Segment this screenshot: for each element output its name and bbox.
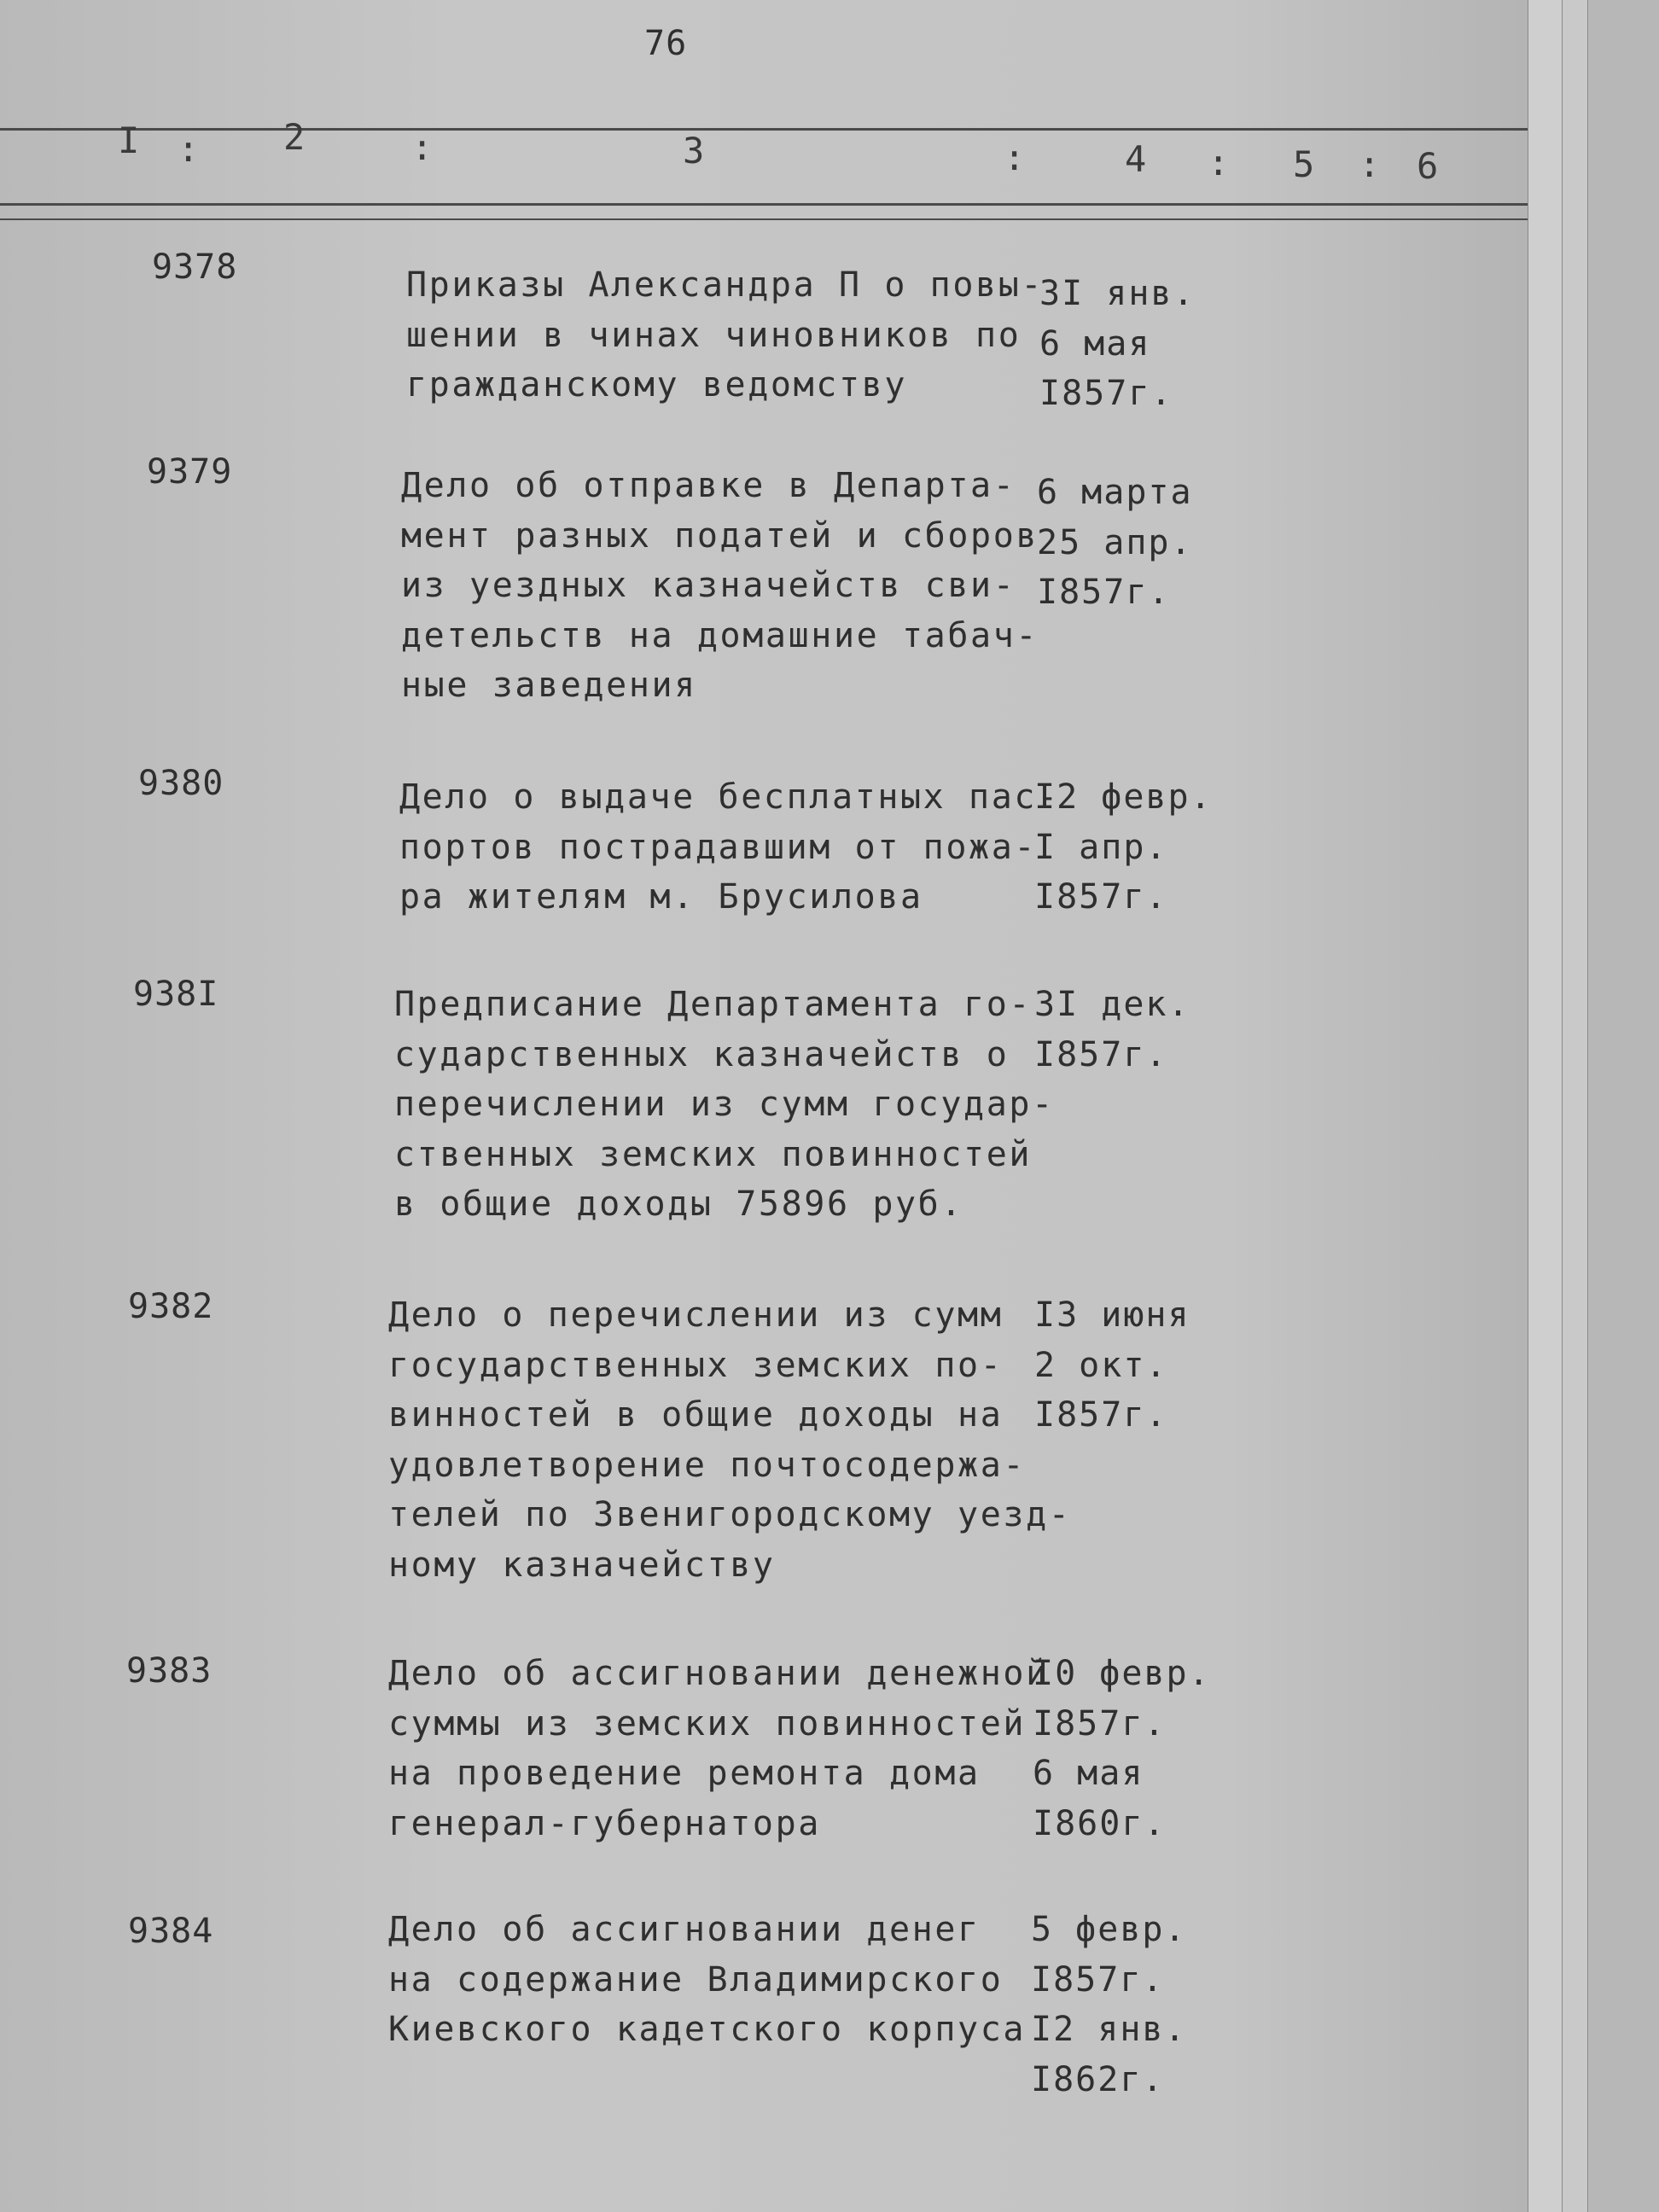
column-number: 5	[1293, 143, 1315, 185]
record-date-line: I апр.	[1034, 827, 1168, 867]
record-date-line: I0 февр.	[1033, 1654, 1211, 1693]
record-dates	[1033, 1649, 1211, 1848]
record-title-line: ные заведения	[401, 666, 697, 705]
record-title-line: детельств на домашние табач-	[401, 615, 1039, 655]
record-dates	[1034, 772, 1213, 923]
record-title	[394, 980, 1055, 1230]
page-edge	[1562, 0, 1588, 2212]
record-dates	[1034, 1290, 1190, 1441]
column-number: I	[118, 119, 140, 161]
record-title-line: ра жителям м. Брусилова	[399, 877, 923, 917]
record-title-line: Дело о перечислении из сумм	[388, 1295, 1004, 1335]
page-edge	[1587, 0, 1659, 2212]
record-number: 9380	[138, 764, 224, 803]
record-date-line: I2 февр.	[1034, 777, 1213, 817]
record-title-line: суммы из земских повинностей	[388, 1703, 1027, 1743]
record-title-line: удовлетворение почтосодержа-	[388, 1445, 1027, 1485]
record-title-line: Дело о выдаче бесплатных пас-	[399, 777, 1060, 817]
column-number: 4	[1125, 138, 1147, 180]
record-number: 9379	[147, 452, 233, 492]
record-number: 9382	[128, 1287, 214, 1326]
record-title-line: телей по Звенигородскому уезд-	[388, 1495, 1072, 1534]
record-date-line: I857г.	[1034, 877, 1168, 917]
record-title	[401, 461, 1039, 711]
record-title-line: перечислении из сумм государ-	[394, 1085, 1055, 1124]
record-title-line: Дело об ассигновании денег	[388, 1910, 981, 1949]
record-title-line: на содержание Владимирского	[388, 1959, 1004, 2000]
column-separator: :	[1004, 137, 1026, 178]
record-number: 9383	[126, 1651, 212, 1691]
record-date-line: I857г.	[1033, 1703, 1167, 1743]
column-separator: :	[411, 126, 434, 168]
header-bottom-rule	[0, 203, 1528, 206]
record-title-line: Киевского кадетского корпуса	[388, 2010, 1027, 2049]
column-separator: :	[178, 128, 200, 170]
record-title	[388, 1905, 1026, 2055]
record-date-line: 3I дек.	[1034, 985, 1190, 1024]
record-number: 9378	[152, 247, 238, 287]
record-title-line: ственных земских повинностей	[394, 1134, 1033, 1174]
record-title	[388, 1649, 1049, 1848]
record-title-line: в общие доходы 75896 руб.	[394, 1185, 964, 1224]
record-title-line: государственных земских по-	[388, 1345, 1004, 1385]
column-number: 2	[283, 116, 306, 158]
record-date-line: I857г.	[1039, 374, 1173, 413]
record-date-line: I857г.	[1034, 1034, 1168, 1074]
record-title-line: винностей в общие доходы на	[388, 1395, 1004, 1435]
record-date-line: I857г.	[1034, 1395, 1168, 1435]
record-number: 938I	[133, 975, 219, 1014]
column-separator: :	[1359, 143, 1381, 185]
record-title-line: портов пострадавшим от пожа-	[399, 827, 1038, 867]
record-title-line: сударственных казначейств о	[394, 1034, 1010, 1074]
record-title-line: Приказы Александра П о повы-	[406, 265, 1045, 305]
record-dates	[1039, 269, 1196, 419]
record-title-line: из уездных казначейств сви-	[401, 566, 1016, 605]
header-double-rule	[0, 218, 1528, 220]
record-title	[388, 1290, 1071, 1590]
record-date-line: I857г.	[1037, 573, 1171, 612]
record-title-line: шении в чинах чиновников по	[406, 315, 1022, 355]
record-date-line: I857г.	[1031, 1959, 1165, 2000]
record-title-line: ному казначейству	[388, 1545, 776, 1585]
record-title-line: генерал-губернатора	[388, 1803, 821, 1843]
record-date-line: I862г.	[1031, 2059, 1165, 2099]
header-top-rule	[0, 128, 1528, 131]
record-title-line: на проведение ремонта дома	[388, 1754, 981, 1793]
record-date-line: 6 мая	[1033, 1754, 1144, 1793]
column-number: 3	[683, 130, 705, 172]
record-title	[399, 772, 1060, 923]
record-date-line: 25 апр.	[1037, 522, 1193, 562]
column-separator: :	[1208, 142, 1230, 183]
record-dates	[1034, 980, 1190, 1080]
record-date-line: 2 окт.	[1034, 1345, 1168, 1385]
record-number: 9384	[128, 1912, 214, 1951]
record-date-line: 3I янв.	[1039, 274, 1196, 313]
record-date-line: 6 марта	[1037, 473, 1193, 512]
record-date-line: 6 мая	[1039, 323, 1151, 364]
record-title	[406, 260, 1044, 410]
record-dates	[1037, 468, 1193, 618]
page-edge	[1528, 0, 1563, 2212]
record-date-line: 5 февр.	[1031, 1910, 1187, 1949]
column-number: 6	[1417, 145, 1439, 187]
page-number: 76	[644, 24, 688, 63]
record-date-line: I3 июня	[1034, 1295, 1190, 1335]
record-dates	[1031, 1905, 1187, 2104]
record-date-line: I860г.	[1033, 1803, 1167, 1843]
record-title-line: гражданскому ведомству	[406, 365, 908, 405]
record-title-line: мент разных податей и сборов	[401, 515, 1039, 556]
record-title-line: Дело об отправке в Департа-	[401, 466, 1016, 505]
record-date-line: I2 янв.	[1031, 2010, 1187, 2049]
record-title-line: Предписание Департамента го-	[394, 985, 1033, 1024]
record-title-line: Дело об ассигновании денежной	[388, 1654, 1049, 1693]
